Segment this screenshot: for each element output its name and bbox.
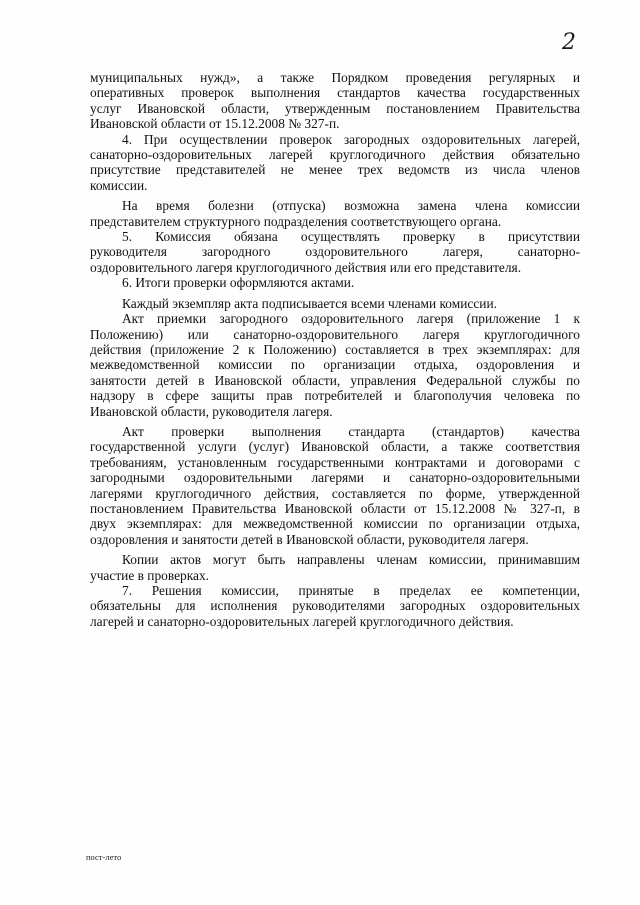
text-line: санаторно-оздоровительных лагерей круглогодичного действия обязательно [90, 147, 580, 163]
text-line: 5. Комиссия обязана осуществлять проверку в присутствии [122, 229, 580, 245]
paragraph-7 [90, 311, 580, 419]
text-line: оздоровления и занятости детей в Ивановской области, руководителя лагеря. [90, 531, 529, 547]
text-line: Копии актов могут быть направлены членам комиссии, принимавшим [122, 552, 580, 568]
paragraph-6 [90, 296, 580, 311]
text-line: представителем структурного подразделения соответствующего органа. [90, 213, 502, 229]
text-line: муниципальных нужд», а также Порядком проведения регулярных и [90, 70, 580, 85]
paragraph-3 [90, 198, 580, 229]
text-line: действия (приложение 2 к Положению) составляется в трех экземплярах: для [90, 341, 580, 357]
paragraph-10 [90, 583, 580, 629]
text-line: лагерями круглогодичного действия, составляется по форме, утвержденной [90, 485, 580, 501]
paragraph-2 [90, 132, 580, 194]
text-line: оздоровительного лагеря круглогодичного действия или его представителя. [90, 259, 522, 275]
text-line: занятости детей в Ивановской области, управления Федеральной службы по [90, 372, 580, 388]
text-line: 7. Решения комиссии, принятые в пределах ее компетенции, [122, 583, 580, 598]
text-line: На время болезни (отпуска) возможна замена члена комиссии [122, 198, 580, 214]
text-line: услуг Ивановской области, утвержденным постановлением Правительства [90, 100, 580, 116]
paragraph-1 [90, 70, 580, 132]
footer-filename: пост-лето [86, 852, 122, 862]
text-line: Акт приемки загородного оздоровительного лагеря (приложение 1 к [122, 311, 580, 327]
text-line: обязательны для исполнения руководителями загородных оздоровительных [90, 598, 580, 614]
text-line: межведомственной комиссии по организации отдыха, оздоровления и [90, 357, 580, 373]
text-line: руководителя загородного оздоровительного лагеря, санаторно- [90, 244, 580, 260]
text-line: загородными оздоровительными лагерями и санаторно-оздоровительными [90, 470, 580, 486]
page-number: 2 [562, 30, 576, 55]
paragraph-8 [90, 424, 580, 547]
text-line: Каждый экземпляр акта подписывается всеми членами комиссии. [122, 295, 497, 311]
text-line: присутствие представителей не менее трех ведомств из числа членов [90, 162, 580, 178]
text-line: 6. Итоги проверки оформляются актами. [122, 275, 355, 291]
text-line: Положению) или санаторно-оздоровительного лагеря круглогодичного [90, 326, 580, 342]
text-line: государственной услуги (услуг) Ивановской области, а также соответствия [90, 439, 580, 455]
document-body [90, 70, 580, 629]
text-line: надзору в сфере защиты прав потребителей и благополучия человека по [90, 388, 580, 404]
paragraph-5 [90, 275, 580, 290]
text-line: 4. При осуществлении проверок загородных оздоровительных лагерей, [122, 131, 580, 147]
text-line: комиссии. [90, 177, 148, 193]
paragraph-4 [90, 229, 580, 275]
text-line: Ивановской области, руководителя лагеря. [90, 403, 333, 419]
text-line: оперативных проверок выполнения стандартов качества государственных [90, 85, 580, 101]
text-line: постановлением Правительства Ивановской области от 15.12.2008 № 327-п, в [90, 500, 580, 516]
paragraph-9 [90, 552, 580, 583]
text-line: участие в проверках. [90, 567, 210, 583]
text-line: требованиям, установленным государственными контрактами и договорами с [90, 454, 580, 470]
text-line: Акт проверки выполнения стандарта (стандартов) качества [122, 423, 580, 439]
text-line: Ивановской области от 15.12.2008 № 327-п. [90, 116, 340, 132]
text-line: двух экземплярах: для межведомственной комиссии по организации отдыха, [90, 516, 580, 532]
text-line: лагерей и санаторно-оздоровительных лагерей круглогодичного действия. [90, 613, 514, 629]
